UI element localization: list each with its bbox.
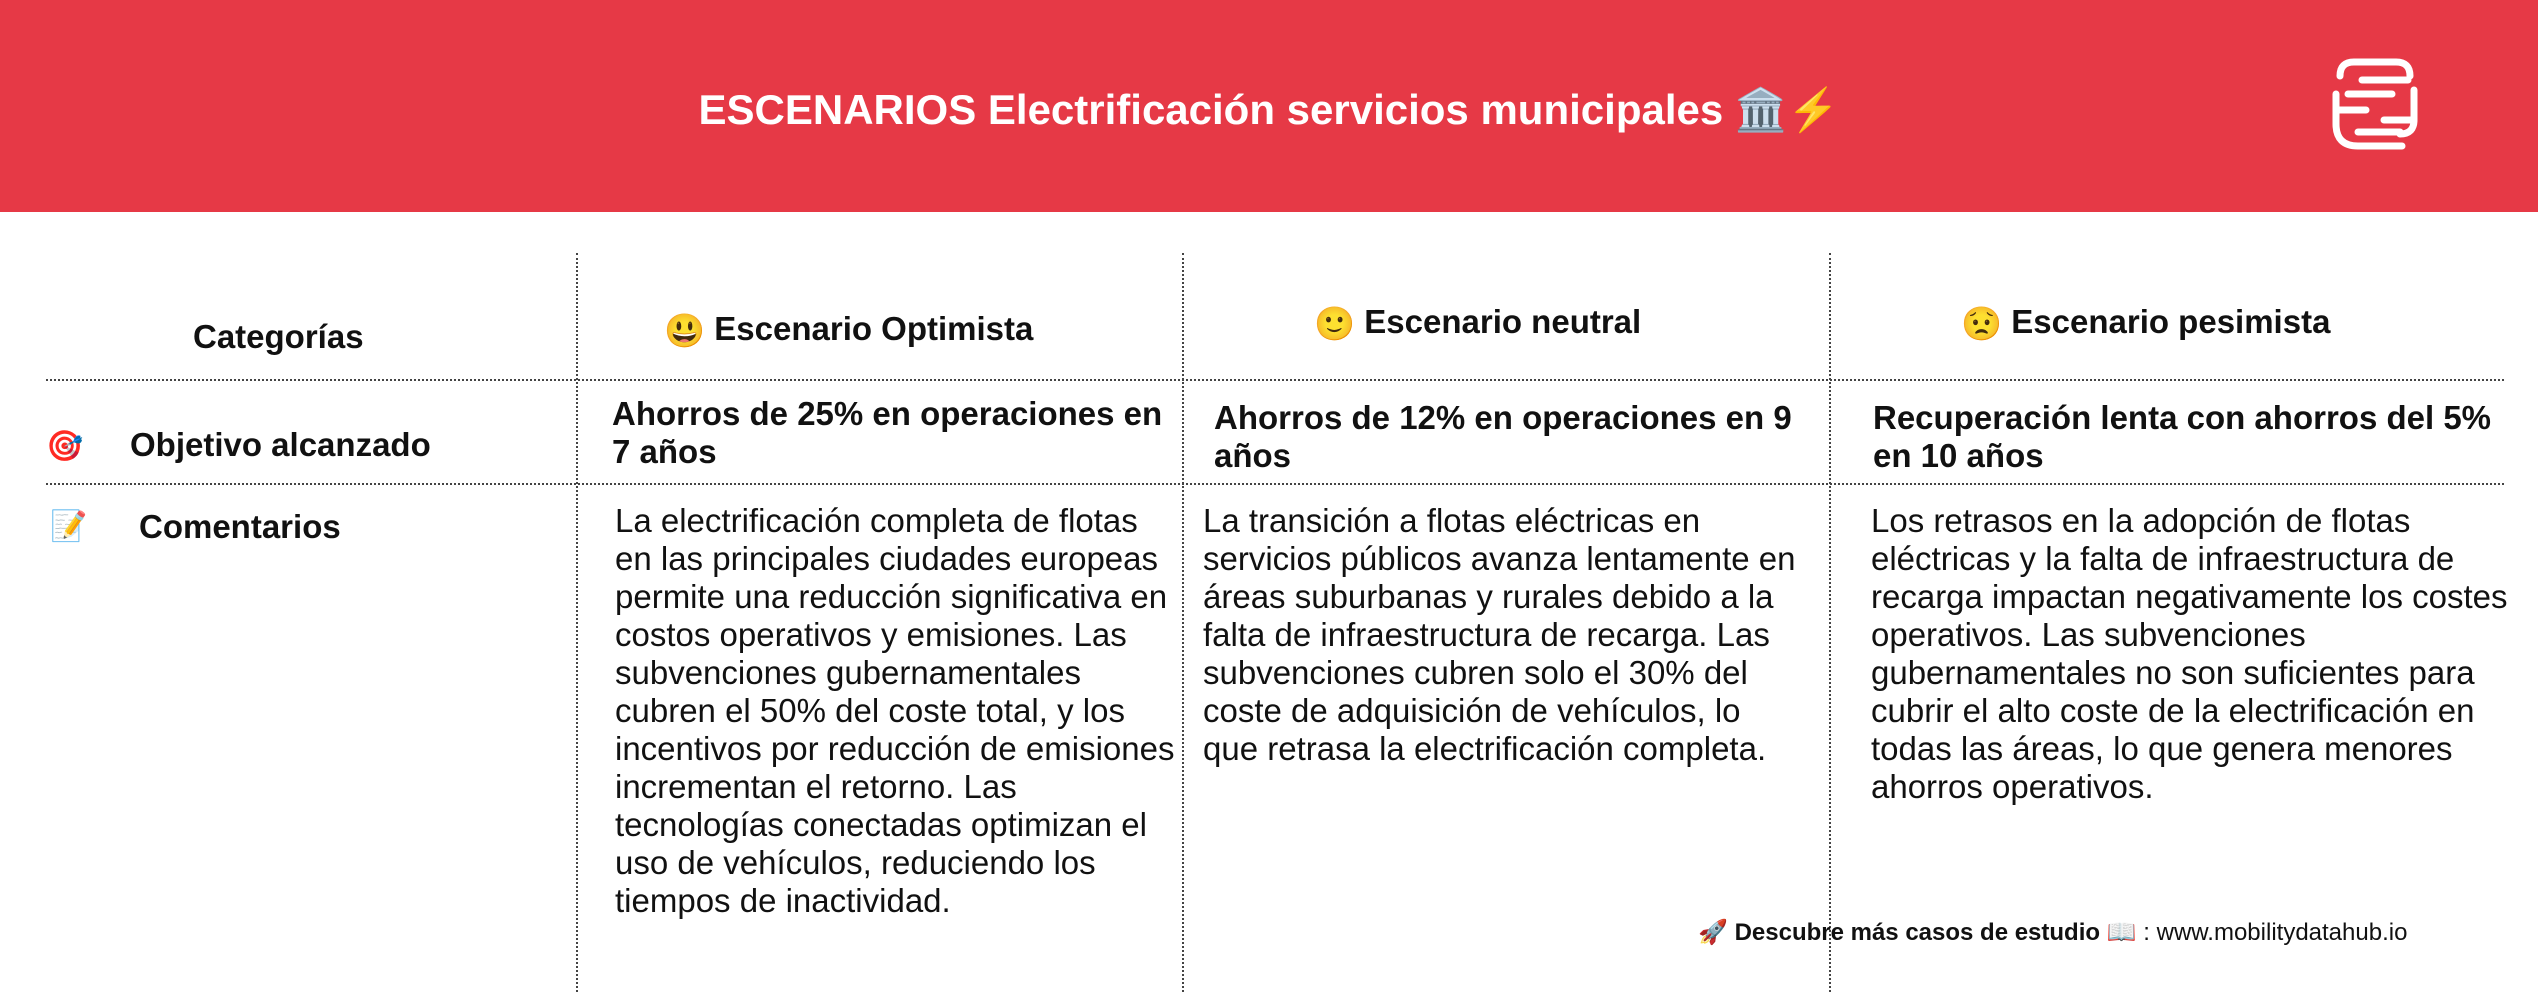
footer-cta: Descubre más casos de estudio [1734,919,2101,946]
header-neutral [1314,302,1641,344]
comments-optimistic: La electrificación completa de flotas en las principales ciudades europeas permite una reducción significativa en costos operativos y emisiones. Las subvenciones gubernamentales cubren el 50% del coste total, y los incentivos por reducción de emisiones incrementan el retorno. Las tecnologías conectadas optimizan el uso de vehículos, reduciendo los tiempos de inactividad. [615,502,1175,919]
row-divider [46,483,2504,485]
target-icon: 🎯 [46,430,84,463]
goal-neutral: Ahorros de 12% en operaciones en 9 años [1214,399,1792,474]
book-icon: 📖 [2106,919,2137,946]
column-divider [1829,253,1831,992]
footer-separator: : [2136,919,2157,946]
column-divider [576,253,578,992]
footer-link[interactable]: www.mobilitydatahub.io [2156,919,2408,946]
column-divider [1182,253,1184,992]
header-pessimistic-label: Escenario pesimista [2011,303,2331,340]
header-pessimistic [1961,302,2330,344]
row-label-goal: Objetivo alcanzado [130,426,431,463]
worried-face-icon: 😟 [1961,305,2003,343]
header-neutral-label: Escenario neutral [1364,303,1642,340]
grinning-face-icon: 😃 [664,312,706,350]
page-title: ESCENARIOS Electrificación servicios municipales 🏛️⚡ [698,86,1840,133]
footer [1698,914,2407,952]
comments-neutral: La transición a flotas eléctricas en servicios públicos avanza lentamente en áreas suburbanas y rurales debido a la falta de infraestructura de recarga. Las subvenciones cubren solo el 30% del coste de adquisición de vehículos, lo que retrasa la electrificación completa. [1203,502,1796,767]
header-banner [0,0,2538,212]
slightly-smiling-face-icon: 🙂 [1314,305,1356,343]
row-label-comments: Comentarios [139,508,341,545]
goal-optimistic: Ahorros de 25% en operaciones en 7 años [612,395,1163,470]
header-categories: Categorías [193,318,364,355]
comments-pessimistic: Los retrasos en la adopción de flotas eléctricas y la falta de infraestructura de recarga impactan negativamente los costes operativos. Las subvenciones gubernamentales no son suficientes para cubrir el alto coste de la electrificación en todas las áreas, lo que genera menores ahorros operativos. [1871,502,2508,805]
rocket-icon: 🚀 [1698,919,1728,946]
header-optimistic-label: Escenario Optimista [714,310,1034,347]
header-optimistic [664,309,1033,351]
row-divider [46,379,2504,381]
goal-pessimistic: Recuperación lenta con ahorros del 5% en 10 años [1873,399,2492,474]
memo-icon: 📝 [50,510,88,543]
brand-logo-icon [2322,54,2428,156]
